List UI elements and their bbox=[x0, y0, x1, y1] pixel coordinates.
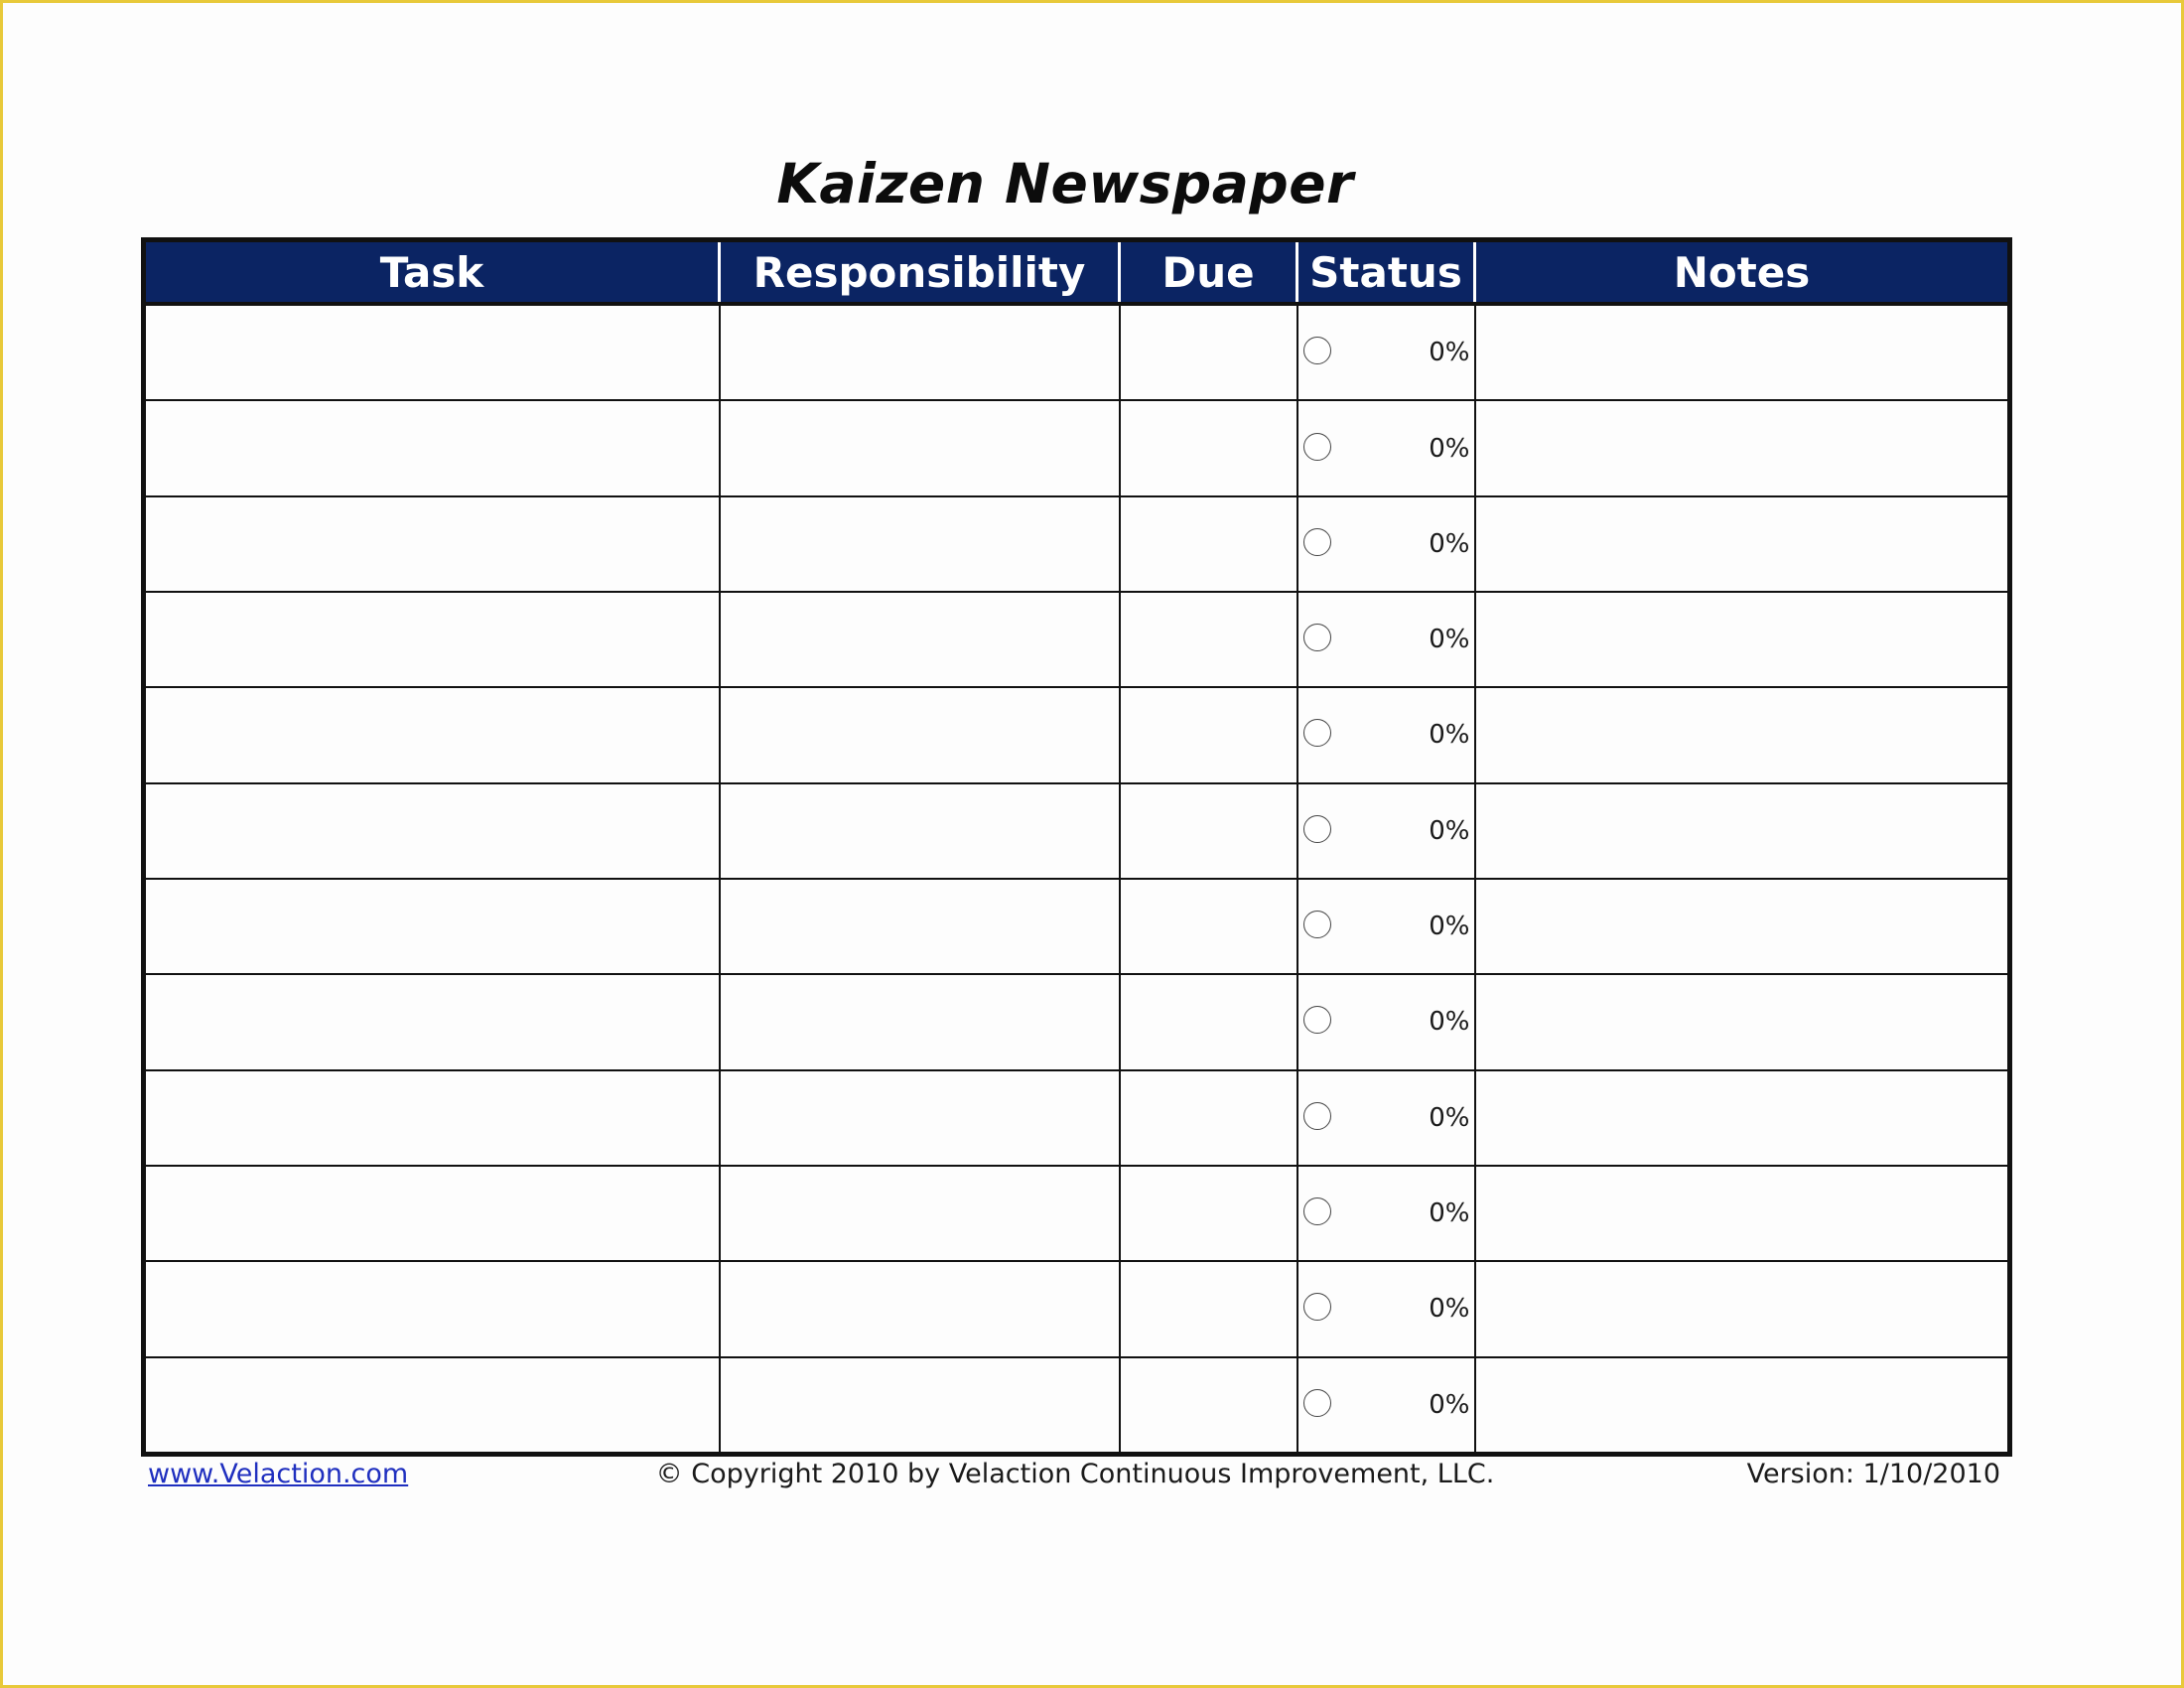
table-header-row bbox=[144, 240, 2010, 305]
status-cell[interactable] bbox=[1297, 592, 1475, 687]
task-cell[interactable] bbox=[144, 1070, 720, 1166]
table-row bbox=[144, 400, 2010, 495]
responsibility-cell[interactable] bbox=[720, 496, 1120, 592]
status-cell[interactable] bbox=[1297, 400, 1475, 495]
status-percent: 0% bbox=[1429, 720, 1470, 751]
notes-cell[interactable] bbox=[1475, 687, 2010, 782]
notes-cell[interactable] bbox=[1475, 496, 2010, 592]
task-cell[interactable] bbox=[144, 304, 720, 400]
status-percent: 0% bbox=[1429, 625, 1470, 655]
table-body bbox=[144, 304, 2010, 1455]
notes-cell[interactable] bbox=[1475, 1261, 2010, 1356]
empty-circle-icon bbox=[1303, 815, 1331, 843]
empty-circle-icon bbox=[1303, 624, 1331, 651]
status-percent: 0% bbox=[1429, 433, 1470, 464]
due-cell[interactable] bbox=[1120, 1070, 1297, 1166]
notes-cell[interactable] bbox=[1475, 304, 2010, 400]
kaizen-table bbox=[141, 237, 2012, 1457]
responsibility-cell[interactable] bbox=[720, 592, 1120, 687]
notes-cell[interactable] bbox=[1475, 1166, 2010, 1261]
empty-circle-icon bbox=[1303, 528, 1331, 556]
column-header-due: Due bbox=[1120, 240, 1297, 305]
notes-cell[interactable] bbox=[1475, 1070, 2010, 1166]
task-cell[interactable] bbox=[144, 1261, 720, 1356]
empty-circle-icon bbox=[1303, 911, 1331, 938]
empty-circle-icon bbox=[1303, 337, 1331, 364]
empty-circle-icon bbox=[1303, 1293, 1331, 1321]
version-label: Version: 1/10/2010 bbox=[1746, 1459, 2000, 1489]
status-cell[interactable] bbox=[1297, 1070, 1475, 1166]
empty-circle-icon bbox=[1303, 433, 1331, 461]
status-percent: 0% bbox=[1429, 1389, 1470, 1420]
status-percent: 0% bbox=[1429, 1007, 1470, 1038]
task-cell[interactable] bbox=[144, 783, 720, 879]
due-cell[interactable] bbox=[1120, 400, 1297, 495]
status-cell[interactable] bbox=[1297, 1357, 1475, 1455]
notes-cell[interactable] bbox=[1475, 592, 2010, 687]
due-cell[interactable] bbox=[1120, 496, 1297, 592]
due-cell[interactable] bbox=[1120, 1357, 1297, 1455]
column-header-notes: Notes bbox=[1475, 240, 2010, 305]
responsibility-cell[interactable] bbox=[720, 1070, 1120, 1166]
table-row bbox=[144, 1166, 2010, 1261]
task-cell[interactable] bbox=[144, 1166, 720, 1261]
status-percent: 0% bbox=[1429, 912, 1470, 942]
status-cell[interactable] bbox=[1297, 783, 1475, 879]
copyright-notice: © Copyright 2010 by Velaction Continuous Improvement, LLC. bbox=[655, 1459, 1495, 1489]
column-header-task: Task bbox=[144, 240, 720, 305]
table-row bbox=[144, 783, 2010, 879]
table-row bbox=[144, 687, 2010, 782]
status-percent: 0% bbox=[1429, 1294, 1470, 1325]
task-cell[interactable] bbox=[144, 496, 720, 592]
status-cell[interactable] bbox=[1297, 974, 1475, 1069]
status-percent: 0% bbox=[1429, 1102, 1470, 1133]
status-cell[interactable] bbox=[1297, 1261, 1475, 1356]
column-header-status: Status bbox=[1297, 240, 1475, 305]
table-row bbox=[144, 304, 2010, 400]
task-cell[interactable] bbox=[144, 879, 720, 974]
notes-cell[interactable] bbox=[1475, 1357, 2010, 1455]
empty-circle-icon bbox=[1303, 719, 1331, 747]
status-percent: 0% bbox=[1429, 1198, 1470, 1229]
empty-circle-icon bbox=[1303, 1197, 1331, 1225]
notes-cell[interactable] bbox=[1475, 400, 2010, 495]
responsibility-cell[interactable] bbox=[720, 1166, 1120, 1261]
status-cell[interactable] bbox=[1297, 1166, 1475, 1261]
table-row bbox=[144, 1357, 2010, 1455]
empty-circle-icon bbox=[1303, 1102, 1331, 1130]
status-cell[interactable] bbox=[1297, 879, 1475, 974]
status-cell[interactable] bbox=[1297, 304, 1475, 400]
table-row bbox=[144, 496, 2010, 592]
status-cell[interactable] bbox=[1297, 496, 1475, 592]
empty-circle-icon bbox=[1303, 1006, 1331, 1034]
task-cell[interactable] bbox=[144, 400, 720, 495]
notes-cell[interactable] bbox=[1475, 783, 2010, 879]
due-cell[interactable] bbox=[1120, 879, 1297, 974]
task-cell[interactable] bbox=[144, 592, 720, 687]
page-title: Kaizen Newspaper bbox=[776, 152, 1354, 215]
notes-cell[interactable] bbox=[1475, 879, 2010, 974]
empty-circle-icon bbox=[1303, 1389, 1331, 1417]
due-cell[interactable] bbox=[1120, 783, 1297, 879]
status-percent: 0% bbox=[1429, 815, 1470, 846]
status-cell[interactable] bbox=[1297, 687, 1475, 782]
notes-cell[interactable] bbox=[1475, 974, 2010, 1069]
website-link[interactable]: www.Velaction.com bbox=[148, 1459, 409, 1489]
due-cell[interactable] bbox=[1120, 304, 1297, 400]
task-cell[interactable] bbox=[144, 974, 720, 1069]
responsibility-cell[interactable] bbox=[720, 400, 1120, 495]
table-row bbox=[144, 879, 2010, 974]
table-row bbox=[144, 974, 2010, 1069]
table-row bbox=[144, 592, 2010, 687]
due-cell[interactable] bbox=[1120, 1261, 1297, 1356]
status-percent: 0% bbox=[1429, 338, 1470, 368]
due-cell[interactable] bbox=[1120, 974, 1297, 1069]
responsibility-cell[interactable] bbox=[720, 1261, 1120, 1356]
responsibility-cell[interactable] bbox=[720, 687, 1120, 782]
column-header-responsibility: Responsibility bbox=[720, 240, 1120, 305]
table-row bbox=[144, 1070, 2010, 1166]
responsibility-cell[interactable] bbox=[720, 974, 1120, 1069]
task-cell[interactable] bbox=[144, 687, 720, 782]
due-cell[interactable] bbox=[1120, 1166, 1297, 1261]
responsibility-cell[interactable] bbox=[720, 783, 1120, 879]
responsibility-cell[interactable] bbox=[720, 304, 1120, 400]
due-cell[interactable] bbox=[1120, 592, 1297, 687]
responsibility-cell[interactable] bbox=[720, 879, 1120, 974]
responsibility-cell[interactable] bbox=[720, 1357, 1120, 1455]
status-percent: 0% bbox=[1429, 528, 1470, 559]
task-cell[interactable] bbox=[144, 1357, 720, 1455]
due-cell[interactable] bbox=[1120, 687, 1297, 782]
table-row bbox=[144, 1261, 2010, 1356]
